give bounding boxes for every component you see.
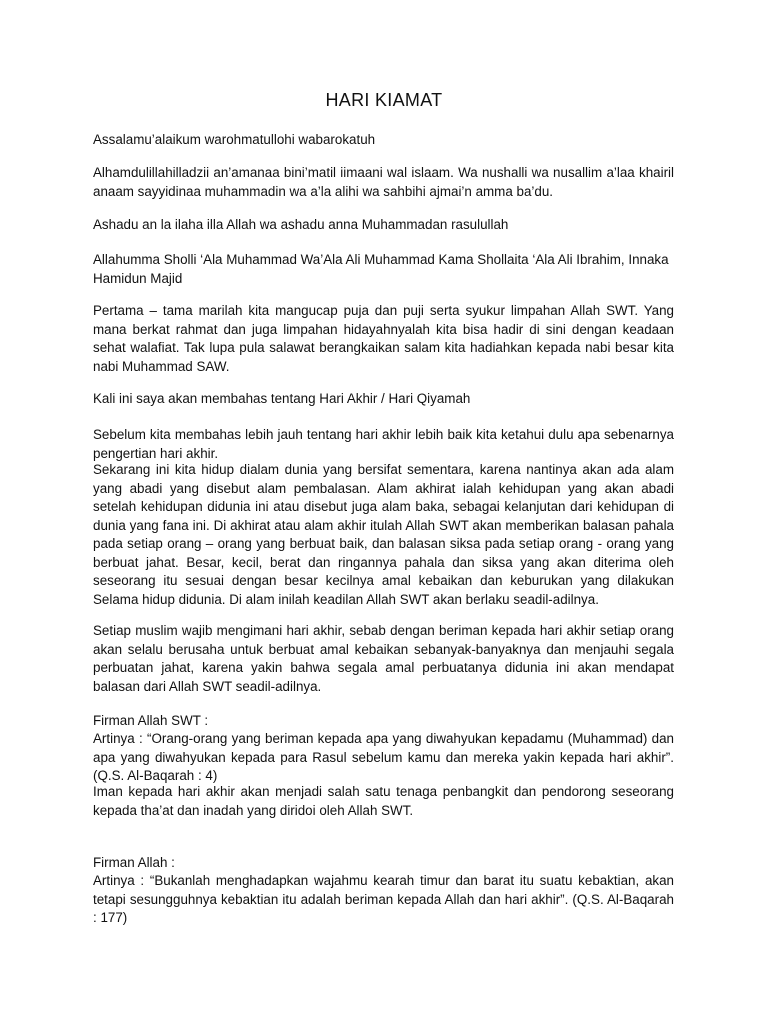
paragraph-pembuka: Pertama – tama marilah kita mangucap puja dan puji serta syukur limpahan Allah SWT. Yang mana berkat rahmat dan juga limpahan hidayahnyalah kita bisa hadir di sini dengan keadaan sehat walafiat. Tak lupa pula salawat berangkaikan salam kita hadiahkan kepada nabi besar kita nabi Muhammad SAW. (93, 303, 674, 374)
page-title: HARI KIAMAT (325, 90, 443, 110)
paragraph-isi-1: Sebelum kita membahas lebih jauh tentang hari akhir lebih baik kita ketahui dulu apa sebenarnya pengertian hari akhir. (93, 427, 674, 461)
firman-1-artinya: Artinya : “Orang-orang yang beriman kepada apa yang diwahyukan kepadamu (Muhammad) dan apa yang diwahyukan kepada para Rasul sebelum kamu dan mereka yakin kepada hari akhir”. (Q.S. Al-Baqarah : 4) (93, 731, 674, 783)
paragraph-hamdalah: Alhamdulillahilladzii an’amanaa bini’matil iimaani wal islaam. Wa nushalli wa nusallim a’laa khairil anaam sayyidinaa muhammadin wa a’la alihi wa sahbihi ajmai’n amma ba’du. (93, 165, 674, 199)
paragraph-syahadat: Ashadu an la ilaha illa Allah wa ashadu anna Muhammadan rasulullah (93, 217, 509, 232)
paragraph-iman-hari-akhir: Iman kepada hari akhir akan menjadi salah satu tenaga penbangkit dan pendorong seseorang kepada tha’at dan inadah yang diridoi oleh Allah SWT. (93, 784, 674, 818)
paragraph-isi-3: Setiap muslim wajib mengimani hari akhir, sebab dengan beriman kepada hari akhir setiap orang akan selalu berusaha untuk berbuat amal kebaikan sebanyak-banyaknya dan menjauhi segala perbuatan jahat, karena yakin bahwa segala amal perbuatanya didunia ini akan mendapat balasan dari Allah SWT seadil-adilnya. (93, 623, 674, 694)
paragraph-isi-2: Sekarang ini kita hidup dialam dunia yang bersifat sementara, karena nantinya akan ada alam yang abadi yang disebut alam pembalasan. Alam akhirat ialah kehidupan yang akan abadi setelah kehidupan didunia ini atau disebut juga alam baka, sebagai kelanjutan dari kehidupan di dunia yang fana ini. Di akhirat atau alam akhir itulah Allah SWT akan memberikan balasan pahala pada setiap orang – orang yang berbuat baik, dan balasan siksa pada setiap orang - orang yang berbuat jahat. Besar, kecil, berat dan ringannya pahala dan siksa yang akan diterima oleh seseorang itu sesuai dengan besar kecilnya amal kebaikan dan keburukan yang dilakukan Selama hidup didunia. Di alam inilah keadilan Allah SWT akan berlaku seadil-adilnya. (93, 462, 674, 607)
firman-2-heading: Firman Allah : (93, 855, 175, 870)
paragraph-shalawat: Allahumma Sholli ‘Ala Muhammad Wa’Ala Ali Muhammad Kama Shollaita ‘Ala Ali Ibrahim, Innaka Hamidun Majid (93, 252, 669, 286)
firman-1-heading: Firman Allah SWT : (93, 713, 209, 728)
paragraph-salam: Assalamu’alaikum warohmatullohi wabarokatuh (93, 132, 376, 147)
paragraph-topik: Kali ini saya akan membahas tentang Hari Akhir / Hari Qiyamah (93, 391, 471, 406)
firman-2-artinya: Artinya : “Bukanlah menghadapkan wajahmu kearah timur dan barat itu suatu kebaktian, akan tetapi sesungguhnya kebaktian itu adalah beriman kepada Allah dan hari akhir”. (Q.S. Al-Baqarah : 177) (93, 873, 674, 925)
